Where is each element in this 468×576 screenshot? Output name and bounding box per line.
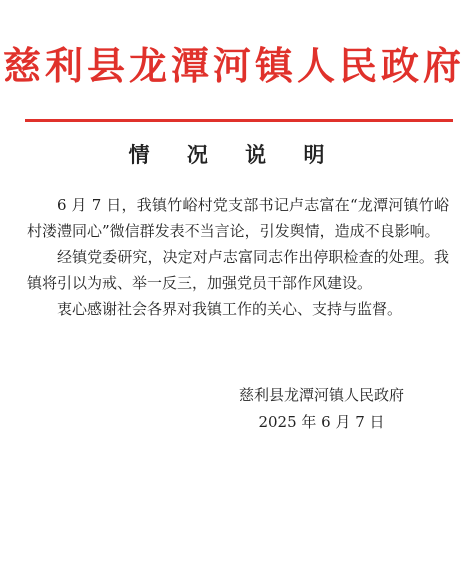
header-red-rule bbox=[25, 119, 453, 122]
paragraph-thanks: 衷心感谢社会各界对我镇工作的关心、支持与监督。 bbox=[57, 300, 403, 318]
signature-block bbox=[239, 382, 404, 436]
document-heading: 情 况 说 明 bbox=[128, 142, 340, 167]
signature-date: 2025 年 6 月 7 日 bbox=[258, 413, 385, 431]
paragraph-incident: 6 月 7 日，我镇竹峪村党支部书记卢志富在“龙潭河镇竹峪村溇澧同心”微信群发表不当言论，引发舆情，造成不良影响。 bbox=[27, 196, 449, 240]
issuer-header-title: 慈利县龙潭河镇人民政府 bbox=[2, 43, 465, 88]
document-body bbox=[27, 192, 449, 322]
signature-issuer: 慈利县龙潭河镇人民政府 bbox=[238, 386, 404, 404]
paragraph-decision: 经镇党委研究，决定对卢志富同志作出停职检查的处理。我镇将引以为戒、举一反三，加强党员干部作风建设。 bbox=[27, 248, 449, 292]
